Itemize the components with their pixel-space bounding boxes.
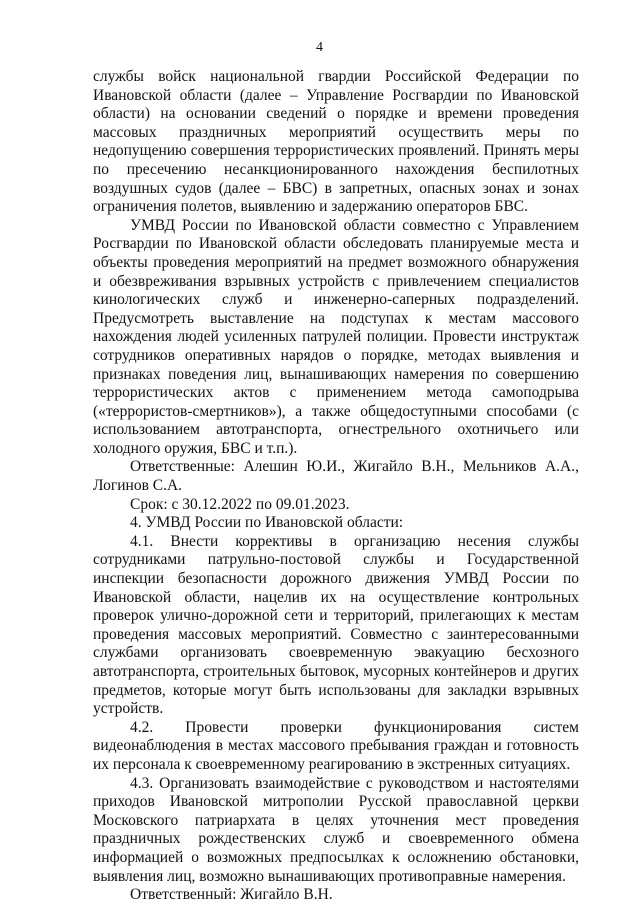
paragraph-item-4-3: 4.3. Организовать взаимодействие с руководством и настоятелями приходов Ивановской митрополии Русской православной церкви Московского патриархата в целях уточнения мест проведения праздничных рождественских служб и своевременного обмена информацией о возможных предпосылках к осложнению обстановки, выявления лиц, возможно вынашивающих противоправные намерения. xyxy=(93,774,579,885)
paragraph-item-4-1: 4.1. Внести коррективы в организацию несения службы сотрудниками патрульно-постовой службы и Государственной инспекции безопасности дорожного движения УМВД России по Ивановской области, нацелив их на осуществление контрольных проверок улично-дорожной сети и территорий, прилегающих к местам проведения массовых мероприятий. Совместно с заинтересованными службами организовать своевременную эвакуацию бесхозного автотранспорта, строительных бытовок, мусорных контейнеров и других предметов, которые могут быть использованы для закладки взрывных устройств. xyxy=(93,532,579,718)
paragraph-rosgvardia-measures: службы войск национальной гвардии Российской Федерации по Ивановской области (далее – Управление Росгвардии по Ивановской области) на основании сведений о порядке и времени проведения массовых праздничных мероприятий осуществить меры по недопущению совершения террористических проявлений. Принять меры по пресечению несанкционированного нахождения беспилотных воздушных судов (далее – БВС) в запретных, опасных зонах и зонах ограничения полетов, выявлению и задержанию операторов БВС. xyxy=(93,68,579,216)
paragraph-umvd-inspection: УМВД России по Ивановской области совместно с Управлением Росгвардии по Ивановской области обследовать планируемые места и объекты проведения мероприятий на предмет возможного обнаружения и обезвреживания взрывных устройств с привлечением специалистов кинологических служб и инженерно-саперных подразделений. Предусмотреть выставление на подступах к местам массового нахождения людей усиленных патрулей полиции. Провести инструктаж сотрудников оперативных нарядов о порядке, методах выявления и признаках поведения лиц, вынашивающих намерения по совершению террористических актов с применением метода самоподрыва («террористов-смертников»), а также общедоступными способами (с использованием автотранспорта, огнестрельного охотничьего или холодного оружия, БВС и т.п.). xyxy=(93,216,579,457)
paragraph-responsible-persons: Ответственные: Алешин Ю.И., Жигайло В.Н., Мельников А.А., Логинов С.А. xyxy=(93,458,579,495)
paragraph-item-4-2: 4.2. Провести проверки функционирования систем видеонаблюдения в местах массового пребывания граждан и готовность их персонала к своевременному реагированию в экстренных ситуациях. xyxy=(93,718,579,773)
page-number: 4 xyxy=(316,40,323,55)
paragraph-responsible-person: Ответственный: Жигайло В.Н. xyxy=(130,886,333,904)
document-body xyxy=(93,68,579,905)
paragraph-deadline: Срок: с 30.12.2022 по 09.01.2023. xyxy=(130,495,350,513)
paragraph-section-4-heading: 4. УМВД России по Ивановской области: xyxy=(130,514,404,532)
